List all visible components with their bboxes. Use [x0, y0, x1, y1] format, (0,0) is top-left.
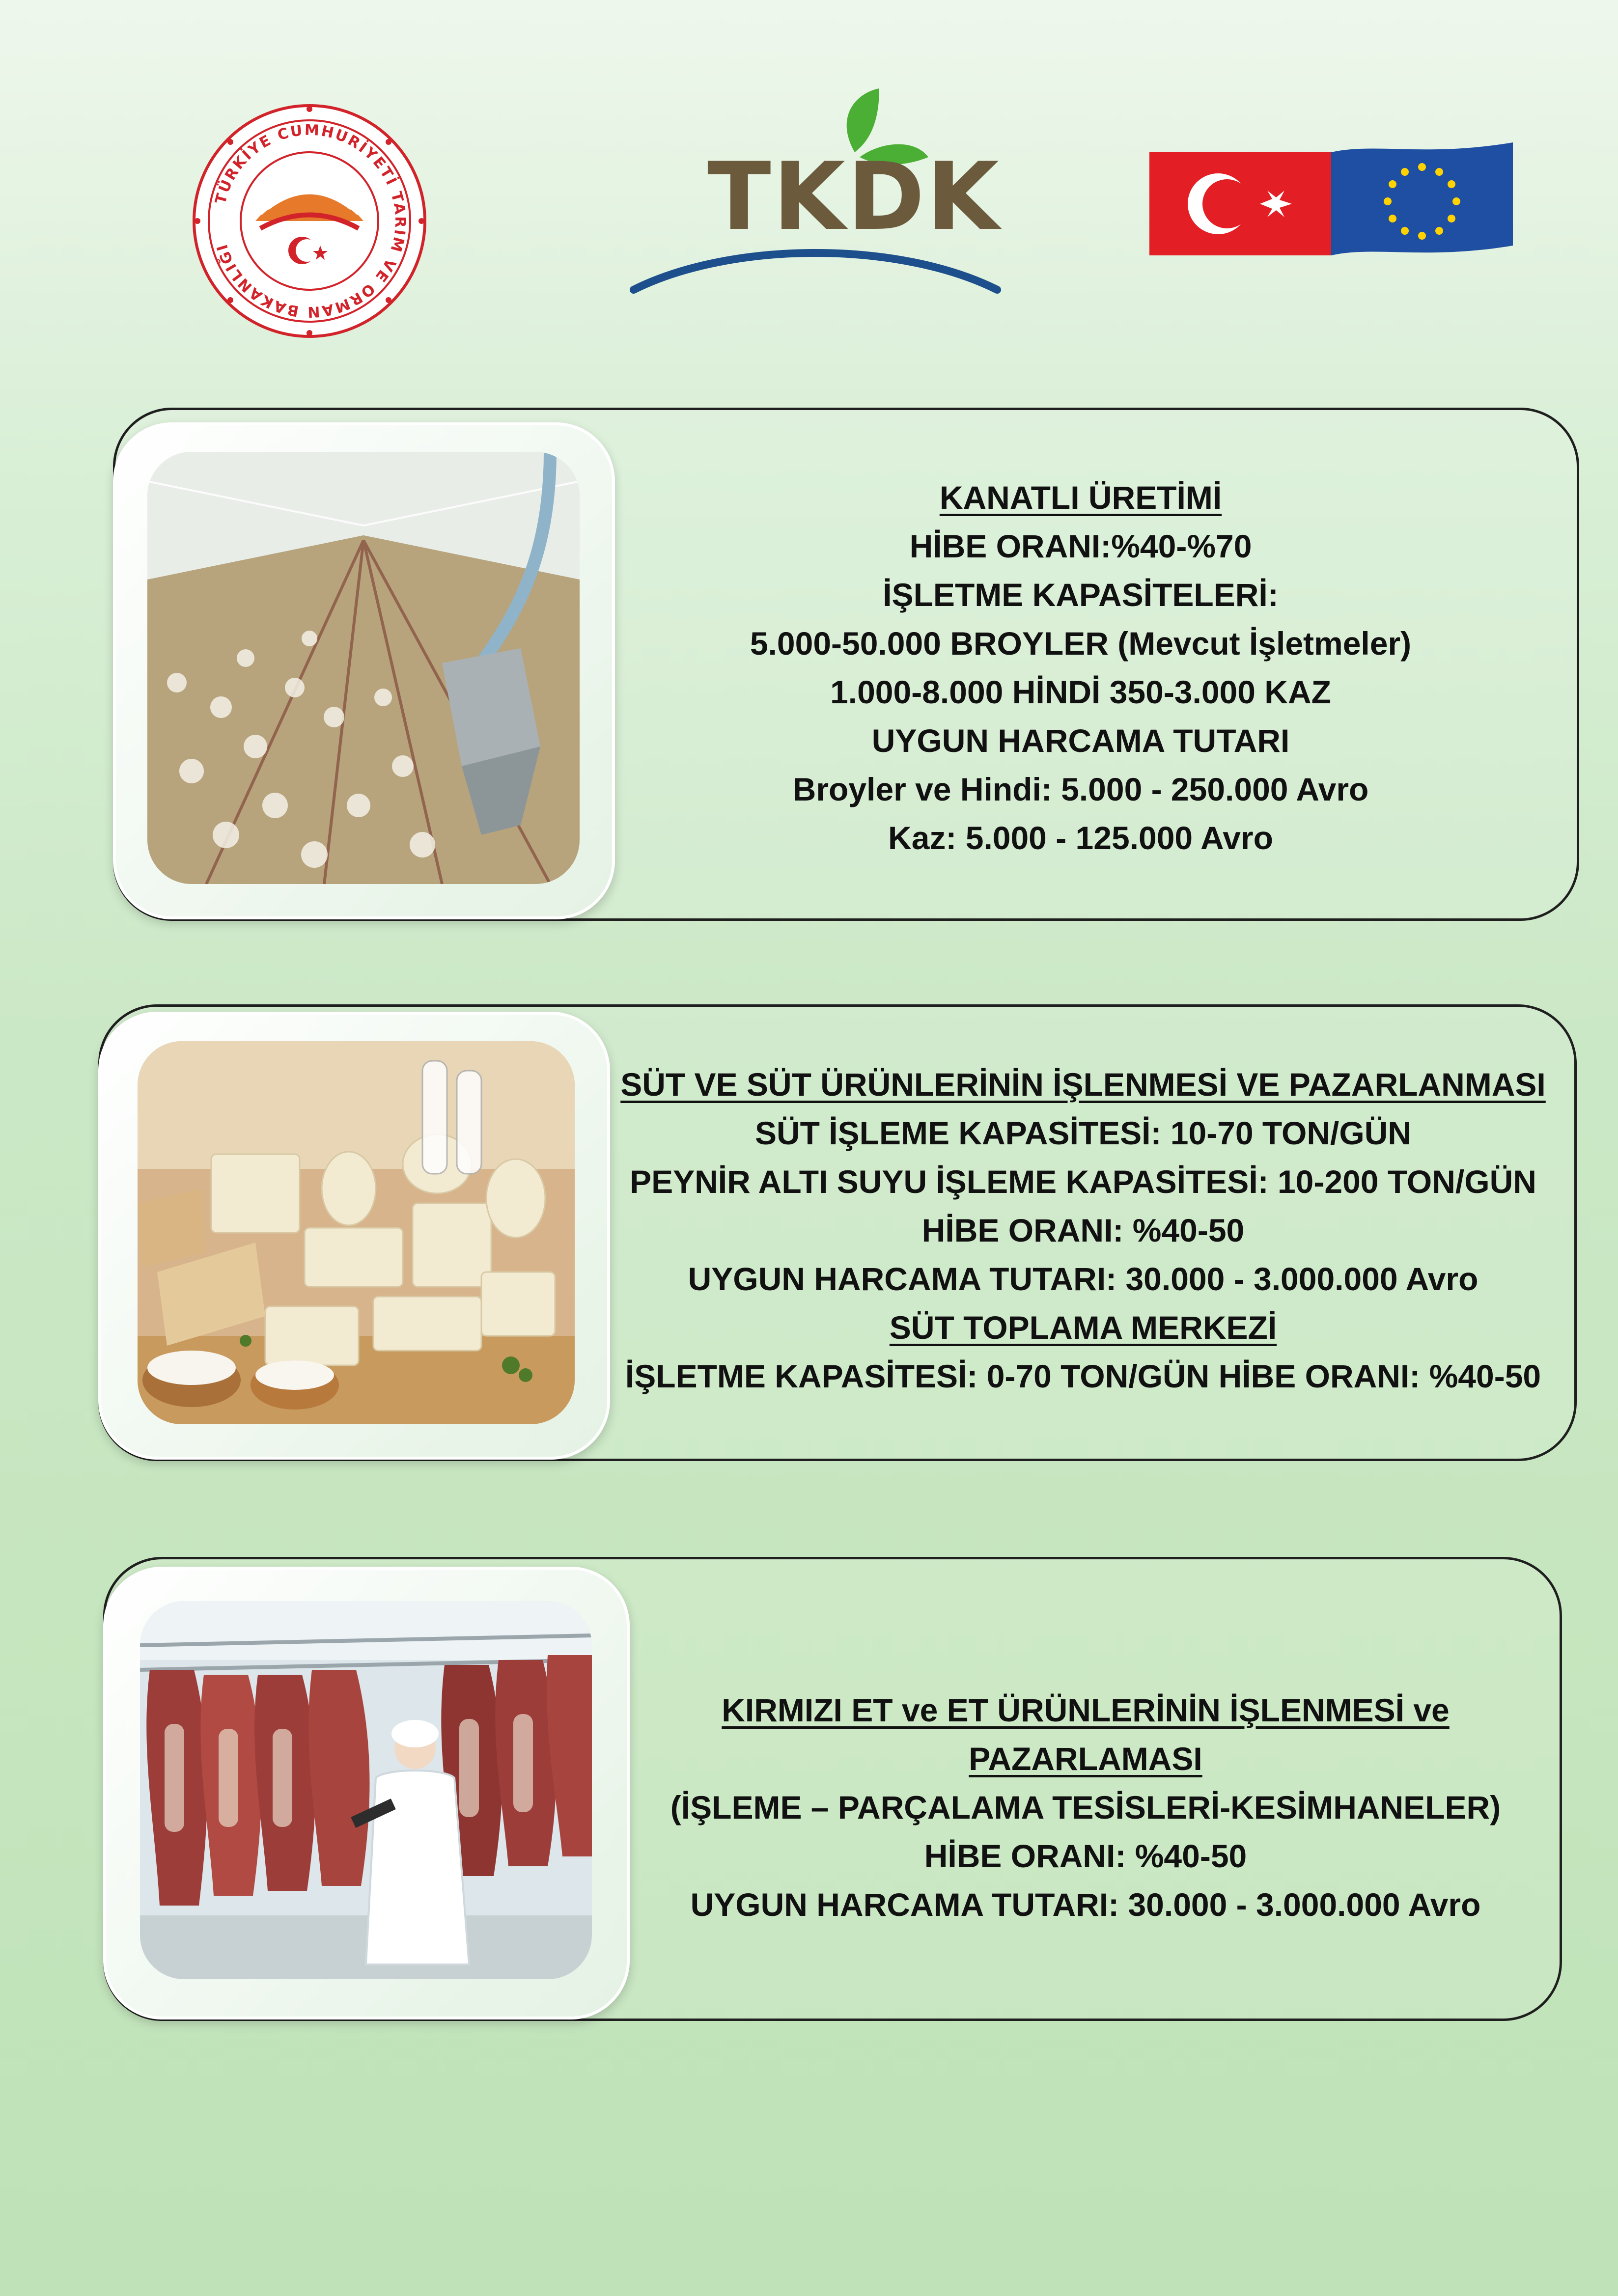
card-meat-title: KIRMIZI ET ve ET ÜRÜNLERİNİN İŞLENMESİ ve — [722, 1691, 1450, 1728]
card-meat-line: UYGUN HARCAMA TUTARI: 30.000 - 3.000.000 Avro — [690, 1886, 1481, 1923]
card-dairy-line: HİBE ORANI: %40-50 — [921, 1212, 1245, 1248]
card-dairy-subtitle: SÜT TOPLAMA MERKEZİ — [889, 1309, 1277, 1346]
card-dairy-line: İŞLETME KAPASİTESİ: 0-70 TON/GÜN HİBE ORANI: %40-50 — [625, 1357, 1541, 1394]
card-poultry-line: HİBE ORANI:%40-%70 — [909, 528, 1252, 564]
poultry-house-photo — [147, 452, 580, 884]
card-poultry-line: Kaz: 5.000 - 125.000 Avro — [888, 820, 1273, 856]
card-poultry-line: 5.000-50.000 BROYLER (Mevcut İşletmeler) — [750, 625, 1412, 662]
card-meat-line: (İŞLEME – PARÇALAMA TESİSLERİ-KESİMHANELER) — [670, 1789, 1501, 1826]
tkdk-logo-text: TKDK — [707, 142, 1001, 251]
card-poultry-line: İŞLETME KAPASİTELERİ: — [883, 577, 1279, 613]
seal-ring-text: TÜRKİYE CUMHURİYETİ TARIM VE ORMAN BAKANLIĞI — [212, 121, 409, 321]
card-meat-line: HİBE ORANI: %40-50 — [924, 1837, 1247, 1874]
card-poultry-line: 1.000-8.000 HİNDİ 350-3.000 KAZ — [830, 674, 1331, 710]
dairy-products-photo — [138, 1041, 575, 1424]
ministry-seal-logo — [187, 98, 432, 344]
card-dairy-line: UYGUN HARCAMA TUTARI: 30.000 - 3.000.000 Avro — [688, 1260, 1479, 1297]
card-dairy-line: PEYNİR ALTI SUYU İŞLEME KAPASİTESİ: 10-200 TON/GÜN — [630, 1163, 1536, 1200]
header-logos — [0, 0, 1618, 373]
card-poultry-title: KANATLI ÜRETİMİ — [939, 479, 1222, 516]
meat-processing-photo — [140, 1601, 592, 1979]
tkdk-logo — [624, 83, 1007, 300]
eu-flag-icon — [1331, 142, 1513, 255]
card-poultry-line: UYGUN HARCAMA TUTARI — [871, 722, 1290, 759]
text-dairy — [604, 1022, 1562, 1439]
flags-logo — [1149, 142, 1513, 265]
text-poultry — [614, 462, 1547, 874]
card-dairy-title: SÜT VE SÜT ÜRÜNLERİNİN İŞLENMESİ VE PAZARLANMASI — [620, 1066, 1546, 1103]
card-poultry-line: Broyler ve Hindi: 5.000 - 250.000 Avro — [792, 771, 1369, 807]
text-meat — [629, 1660, 1542, 1955]
card-dairy-line: SÜT İŞLEME KAPASİTESİ: 10-70 TON/GÜN — [754, 1114, 1412, 1151]
turkey-flag-icon — [1149, 152, 1331, 255]
card-meat-title-cont: PAZARLAMASI — [969, 1740, 1202, 1777]
